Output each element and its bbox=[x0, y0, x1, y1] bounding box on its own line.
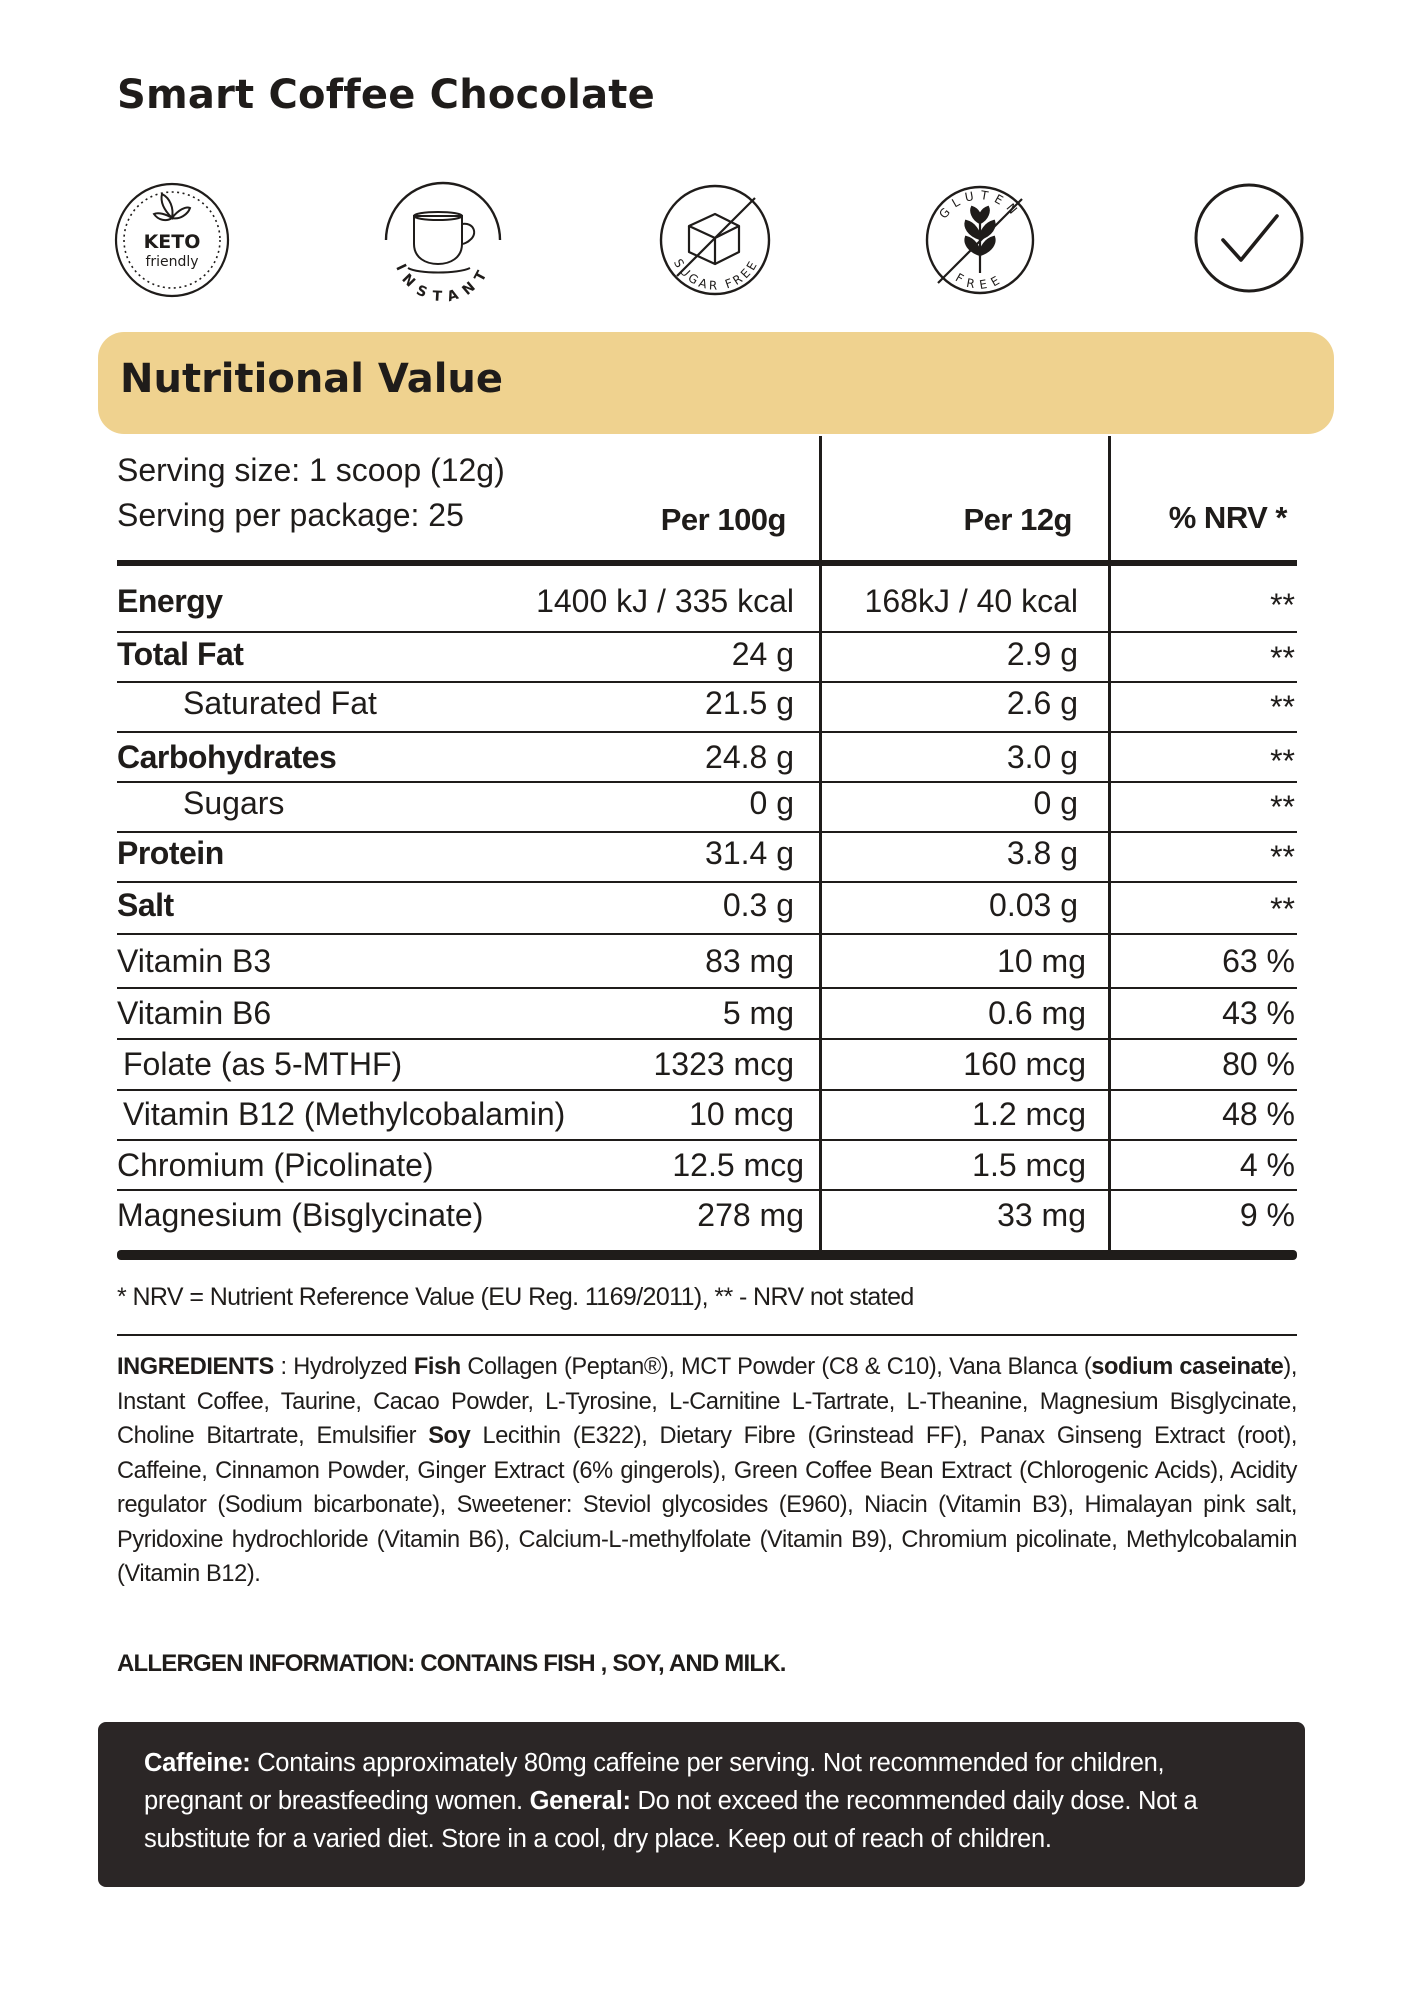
column-header-per12: Per 12g bbox=[963, 502, 1072, 537]
nrv-value: 4 % bbox=[1239, 1147, 1295, 1183]
per100-value: 21.5 g bbox=[705, 685, 794, 721]
table-bottom-rule bbox=[117, 1250, 1297, 1260]
header-rule bbox=[117, 560, 1297, 566]
free-text: FREE bbox=[952, 270, 1008, 293]
per12-value: 33 mg bbox=[997, 1197, 1086, 1233]
per100-value: 24 g bbox=[731, 636, 794, 672]
per12-value: 3.8 g bbox=[1006, 835, 1078, 871]
general-text: Do not exceed the recommended daily dose. Not a substitute for a varied diet. Store in a cool, dry place. Keep out of reach of children. bbox=[144, 1787, 1198, 1853]
row-divider bbox=[117, 933, 1297, 935]
sugar-free-text: SUGAR FREE bbox=[670, 256, 762, 293]
column-header-nrv: % NRV * bbox=[1168, 500, 1287, 535]
row-divider bbox=[117, 1189, 1297, 1191]
product-title: Smart Coffee Chocolate bbox=[117, 72, 655, 118]
section-title: Nutritional Value bbox=[120, 356, 504, 402]
general-label: General: bbox=[529, 1787, 631, 1815]
nutrient-name: Chromium (Picolinate) bbox=[117, 1147, 434, 1183]
ingredients-segment: : Hydrolyzed bbox=[273, 1354, 414, 1380]
per100-value: 1323 mcg bbox=[653, 1046, 794, 1082]
warning-box bbox=[98, 1722, 1305, 1887]
per12-value: 1.5 mcg bbox=[972, 1147, 1086, 1183]
nrv-value: 9 % bbox=[1239, 1197, 1295, 1233]
caffeine-text: Contains approximately 80mg caffeine per serving. Not recommended for children, pregnant or breastfeeding women. bbox=[144, 1749, 1165, 1815]
nutrient-name: Carbohydrates bbox=[117, 739, 337, 775]
nutrient-name: Vitamin B12 (Methylcobalamin) bbox=[123, 1096, 566, 1132]
row-divider bbox=[117, 731, 1297, 733]
nutrient-name: Salt bbox=[117, 887, 174, 923]
per100-value: 278 mg bbox=[697, 1197, 804, 1233]
nrv-value: 63 % bbox=[1222, 943, 1295, 979]
allergen-highlight: sodium caseinate bbox=[1091, 1354, 1284, 1380]
column-divider bbox=[819, 436, 822, 1252]
nutrient-name: Sugars bbox=[183, 785, 285, 821]
nutrient-name: Vitamin B6 bbox=[117, 995, 272, 1031]
row-divider bbox=[117, 681, 1297, 683]
per12-value: 0 g bbox=[1033, 785, 1078, 821]
ingredients-text bbox=[117, 1354, 1297, 1587]
allergen-highlight: Soy bbox=[428, 1423, 471, 1449]
row-divider bbox=[117, 781, 1297, 783]
nutrient-name: Total Fat bbox=[117, 636, 244, 672]
row-divider bbox=[117, 881, 1297, 883]
per12-value: 10 mg bbox=[997, 943, 1086, 979]
nutrient-name: Saturated Fat bbox=[183, 685, 377, 721]
per100-value: 31.4 g bbox=[705, 835, 794, 871]
serving-per-package: Serving per package: 25 bbox=[117, 497, 464, 533]
per12-value: 160 mcg bbox=[963, 1046, 1086, 1082]
nutrient-name: Protein bbox=[117, 835, 224, 871]
row-divider bbox=[117, 1038, 1297, 1040]
row-divider bbox=[117, 631, 1297, 633]
divider bbox=[117, 1334, 1297, 1336]
per100-value: 0 g bbox=[749, 785, 794, 821]
ingredients-segment: ), Instant Coffee, Taurine, Cacao Powder, L-Tyrosine, L-Carnitine L-Tartrate, L-Theanine, Magnesium Bisglycinate, Choline Bitartrate, Emulsifier bbox=[117, 1354, 1297, 1449]
per100-value: 5 mg bbox=[722, 995, 794, 1031]
nrv-value: ** bbox=[1270, 689, 1295, 725]
nrv-value: ** bbox=[1270, 587, 1295, 623]
per100-value: 10 mcg bbox=[689, 1096, 794, 1132]
nrv-footnote: * NRV = Nutrient Reference Value (EU Reg. 1169/2011), ** - NRV not stated bbox=[117, 1283, 914, 1311]
serving-size: Serving size: 1 scoop (12g) bbox=[117, 452, 505, 488]
per12-value: 0.03 g bbox=[989, 887, 1078, 923]
per12-value: 168kJ / 40 kcal bbox=[864, 583, 1078, 619]
nrv-value: ** bbox=[1270, 789, 1295, 825]
row-divider bbox=[117, 1089, 1297, 1091]
nutrient-name: Magnesium (Bisglycinate) bbox=[117, 1197, 484, 1233]
nrv-value: ** bbox=[1270, 743, 1295, 779]
allergen-highlight: Fish bbox=[413, 1354, 461, 1380]
nrv-value: ** bbox=[1270, 839, 1295, 875]
allergen-info: ALLERGEN INFORMATION: CONTAINS FISH , SOY, AND MILK. bbox=[117, 1650, 786, 1677]
per100-value: 24.8 g bbox=[705, 739, 794, 775]
nrv-value: ** bbox=[1270, 891, 1295, 927]
row-divider bbox=[117, 1139, 1297, 1141]
instant-text: INSTANT bbox=[392, 261, 494, 306]
nrv-value: 80 % bbox=[1222, 1046, 1295, 1082]
per12-value: 0.6 mg bbox=[988, 995, 1086, 1031]
nutrient-name: Folate (as 5-MTHF) bbox=[123, 1046, 403, 1082]
per12-value: 2.6 g bbox=[1006, 685, 1078, 721]
nrv-value: 43 % bbox=[1222, 995, 1295, 1031]
keto-line1: KETO bbox=[143, 231, 201, 253]
per100-value: 12.5 mcg bbox=[672, 1147, 804, 1183]
row-divider bbox=[117, 831, 1297, 833]
ingredients-label: INGREDIENTS bbox=[117, 1354, 274, 1380]
per100-value: 0.3 g bbox=[722, 887, 794, 923]
per12-value: 3.0 g bbox=[1006, 739, 1078, 775]
caffeine-label: Caffeine: bbox=[144, 1749, 251, 1777]
nrv-value: 48 % bbox=[1222, 1096, 1295, 1132]
column-header-per100: Per 100g bbox=[660, 502, 786, 537]
nrv-value: ** bbox=[1270, 640, 1295, 676]
column-divider bbox=[1108, 436, 1111, 1252]
per100-value: 83 mg bbox=[705, 943, 794, 979]
gluten-text: GLUTEN bbox=[936, 187, 1024, 222]
per100-value: 1400 kJ / 335 kcal bbox=[536, 583, 794, 619]
ingredients-segment: Lecithin (E322), Dietary Fibre (Grinstead FF), Panax Ginseng Extract (root), Caffeine, Cinnamon Powder, Ginger Extract (6% gingerols), Green Coffee Bean Extract (Chlorogenic Acids), Acidity regulator (Sodium bicarbonate), Sweetener: Steviol glycosides (E960), Niacin (Vitamin B3), Himalayan pink salt, Pyridoxine hydrochloride (Vitamin B6), Calcium-L-methylfolate (Vitamin B9), Chromium picolinate, Methylcobalamin (Vitamin B12). bbox=[117, 1423, 1298, 1587]
nutrient-name: Energy bbox=[117, 583, 223, 619]
row-divider bbox=[117, 987, 1297, 989]
per12-value: 2.9 g bbox=[1006, 636, 1078, 672]
ingredients-segment: Collagen (Peptan®), MCT Powder (C8 & C10), Vana Blanca ( bbox=[460, 1354, 1092, 1380]
nutrient-name: Vitamin B3 bbox=[117, 943, 272, 979]
per12-value: 1.2 mcg bbox=[972, 1096, 1086, 1132]
ingredients bbox=[117, 1350, 1297, 1592]
keto-line2: friendly bbox=[145, 254, 199, 270]
